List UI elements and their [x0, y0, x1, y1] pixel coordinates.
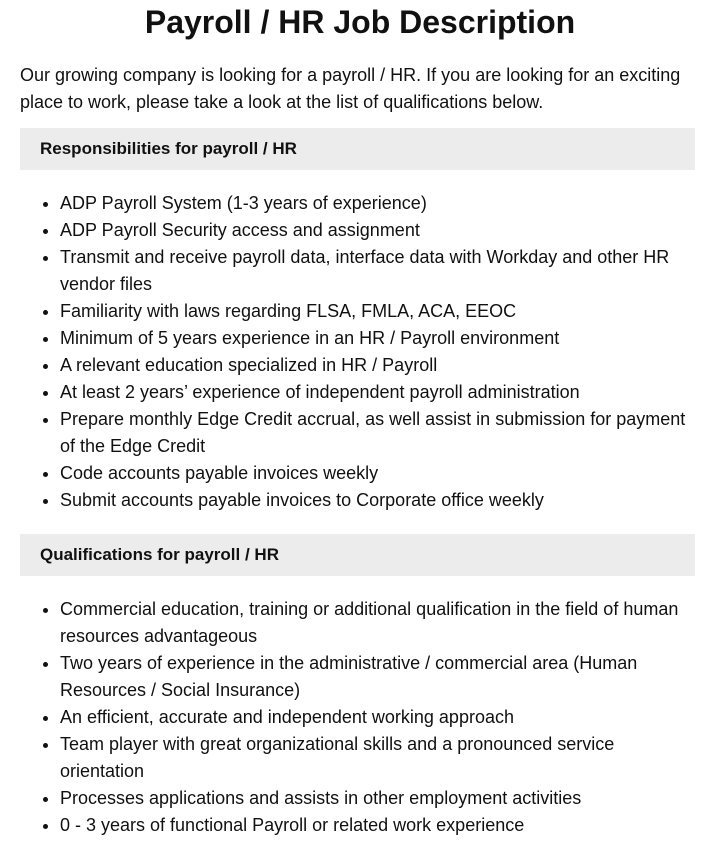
list-item: • Transmit and receive payroll data, interface data with Workday and other HR vendor files	[60, 244, 695, 298]
list-item: • Code accounts payable invoices weekly	[60, 460, 695, 487]
list-item: • 0 - 3 years of functional Payroll or related work experience	[60, 812, 695, 839]
list-item: • At least 2 years’ experience of independent payroll administration	[60, 379, 695, 406]
section-heading: Responsibilities for payroll / HR	[20, 128, 695, 170]
intro-text: Our growing company is looking for a payroll / HR. If you are looking for an exciting place to work, please take a look at the list of qualifications below.	[20, 65, 681, 112]
list-item: • A relevant education specialized in HR / Payroll	[60, 352, 695, 379]
list-item: • ADP Payroll System (1-3 years of experience)	[60, 190, 695, 217]
list-item: • An efficient, accurate and independent working approach	[60, 704, 695, 731]
responsibilities-section	[0, 128, 720, 514]
responsibilities-list	[20, 190, 695, 514]
list-item: • Team player with great organizational skills and a pronounced service orientation	[60, 731, 695, 785]
list-item: • Submit accounts payable invoices to Corporate office weekly	[60, 487, 695, 514]
list-item: • Familiarity with laws regarding FLSA, FMLA, ACA, EEOC	[60, 298, 695, 325]
list-item: • Two years of experience in the administrative / commercial area (Human Resources / Social Insurance)	[60, 650, 695, 704]
qualifications-list	[20, 596, 695, 839]
list-item: • Processes applications and assists in other employment activities	[60, 785, 695, 812]
list-item: • ADP Payroll Security access and assignment	[60, 217, 695, 244]
list-item: • Prepare monthly Edge Credit accrual, as well assist in submission for payment of the Edge Credit	[60, 406, 695, 460]
page-title: Payroll / HR Job Description	[144, 4, 576, 40]
list-item: • Commercial education, training or additional qualification in the field of human resources advantageous	[60, 596, 695, 650]
list-item: • Minimum of 5 years experience in an HR / Payroll environment	[60, 325, 695, 352]
qualifications-section	[0, 534, 720, 839]
section-heading: Qualifications for payroll / HR	[20, 534, 695, 576]
